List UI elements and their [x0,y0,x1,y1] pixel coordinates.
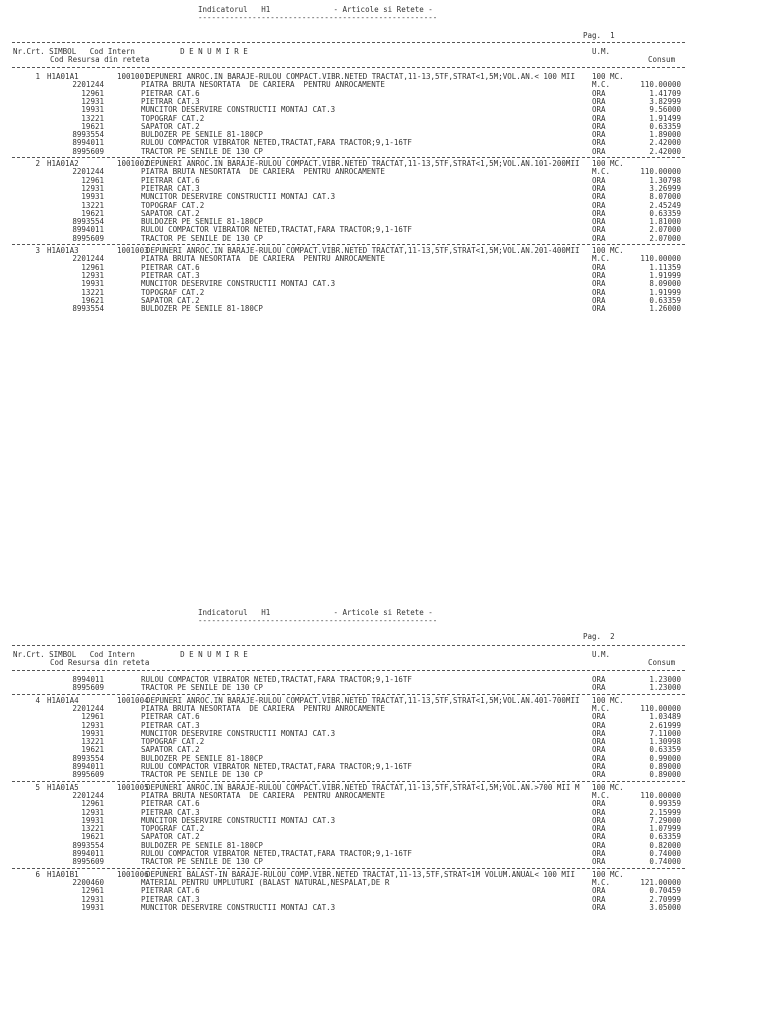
resource-unit: ORA [592,225,606,235]
resource-consumption: 2.45249 [649,200,681,210]
resource-consumption: 0.74000 [649,857,681,867]
resource-description: TRACTOR PE SENILE DE 130 CP [141,233,263,243]
resource-description: RULOU COMPACTOR VIBRATOR NETED,TRACTAT,FARA TRACTOR;9,1-16TF [141,762,412,771]
resource-consumption: 1.91999 [649,270,681,280]
page-number: Pag. 1 [583,31,615,40]
resource-consumption: 0.63359 [649,832,681,842]
resource-unit: M.C. [592,703,611,713]
resource-consumption: 121.00000 [640,877,681,887]
article-code: 1001004 [117,695,149,705]
resource-consumption: 0.63359 [649,295,681,305]
resource-unit: ORA [592,270,606,280]
resource-code: 8995609 [72,233,104,243]
resource-consumption: 1.03489 [649,712,681,722]
resource-description: RULOU COMPACTOR VIBRATOR NETED,TRACTAT,FARA TRACTOR;9,1-16TF [141,225,412,235]
resource-consumption: 3.05000 [649,902,681,912]
article-number: 4 [35,695,40,705]
resource-code: 12961 [81,262,104,272]
resource-code: 19931 [81,902,104,912]
resource-unit: ORA [592,88,606,98]
separator-line [12,868,685,869]
resource-code: 8995609 [72,146,104,156]
resource-consumption: 110.00000 [640,790,681,800]
column-header-um: U.M. [592,47,611,56]
resource-description: TRACTOR PE SENILE DE 130 CP [141,857,263,867]
resource-consumption: 2.15999 [649,807,681,817]
resource-consumption: 1.91499 [649,113,681,123]
resource-consumption: 2.07000 [649,233,681,243]
resource-code: 2201244 [72,167,104,177]
resource-unit: ORA [592,857,606,867]
resource-code: 8993554 [72,304,104,314]
resource-consumption: 2.07000 [649,225,681,235]
article-unit: 100 MC. [592,159,624,168]
resource-code: 19621 [81,745,104,755]
resource-code: 12961 [81,799,104,809]
article-code: 1001003 [117,246,149,255]
resource-consumption: 0.63359 [649,121,681,131]
resource-description: MUNCITOR DESERVIRE CONSTRUCTII MONTAJ CAT.3 [141,902,336,912]
resource-consumption: 2.42000 [649,138,681,148]
article-description: DEPUNERI ANROC.IN BARAJE-RULOU COMPACT.VIBR.NETED TRACTAT,11-13,5TF,STRAT<1,5M;VOL.AN.201-400MII [146,246,580,255]
resource-code: 13221 [81,113,104,123]
resource-code: 19621 [81,295,104,305]
resource-unit: ORA [592,824,606,834]
resource-code: 8995609 [72,683,104,693]
separator-line [12,67,685,68]
resource-code: 8994011 [72,138,104,148]
resource-description: RULOU COMPACTOR VIBRATOR NETED,TRACTAT,FARA TRACTOR;9,1-16TF [141,849,412,858]
resource-consumption: 8.09000 [649,279,681,289]
separator-line [12,244,685,245]
resource-unit: ORA [592,105,606,115]
article-number: 5 [35,782,40,792]
resource-description: TRACTOR PE SENILE DE 130 CP [141,770,263,780]
resource-description: MUNCITOR DESERVIRE CONSTRUCTII MONTAJ CAT.3 [141,279,336,289]
resource-consumption: 1.11359 [649,262,681,272]
resource-unit: ORA [592,192,606,202]
column-header-main: Nr.Crt. SIMBOL Cod Intern D E N U M I R E [13,650,248,659]
resource-description: PIATRA BRUTA NESORTATA DE CARIERA PENTRU ANROCAMENTE [141,790,385,800]
resource-description: PIETRAR CAT.3 [141,720,200,730]
resource-description: PIATRA BRUTA NESORTATA DE CARIERA PENTRU ANROCAMENTE [141,703,385,713]
column-header-consum: Consum [648,658,676,667]
resource-consumption: 1.07999 [649,824,681,834]
separator-line [12,42,685,43]
resource-consumption: 7.11000 [649,728,681,738]
resource-unit: M.C. [592,167,611,177]
resource-description: MUNCITOR DESERVIRE CONSTRUCTII MONTAJ CAT.3 [141,728,336,738]
resource-description: RULOU COMPACTOR VIBRATOR NETED,TRACTAT,FARA TRACTOR;9,1-16TF [141,675,412,684]
resource-description: PIATRA BRUTA NESORTATA DE CARIERA PENTRU ANROCAMENTE [141,254,385,264]
resource-description: RULOU COMPACTOR VIBRATOR NETED,TRACTAT,FARA TRACTOR;9,1-16TF [141,138,412,148]
resource-row [0,305,768,313]
article-symbol: H1A01A4 [47,695,79,705]
resource-consumption: 1.30998 [649,737,681,747]
article-description: DEPUNERI BALAST-IN BARAJE-RULOU COMP.VIBR.NETED TRACTAT,11-13,5TF,STRAT<1M VOLUM.ANUAL< 100 MII [146,869,575,879]
report-title: Indicatorul H1 - Articole si Retete - ----------------------------------------------------- [198,5,438,22]
resource-code: 2201244 [72,80,104,90]
separator-line [12,694,685,695]
resource-unit: ORA [592,840,606,850]
resource-code: 8995609 [72,770,104,780]
resource-unit: ORA [592,208,606,218]
resource-row [0,684,768,692]
resource-consumption: 2.42000 [649,146,681,156]
separator-line [12,670,685,671]
resource-description: BULDOZER PE SENILE 81-180CP [141,840,263,850]
resource-code: 13221 [81,737,104,747]
resource-unit: ORA [592,279,606,289]
resource-code: 2201244 [72,790,104,800]
resource-unit: ORA [592,737,606,747]
resource-unit: ORA [592,130,606,140]
resource-row [0,235,768,243]
resource-code: 8994011 [72,762,104,771]
article-unit: 100 MC. [592,72,624,81]
resource-code: 2200460 [72,877,104,887]
resource-code: 2201244 [72,254,104,264]
resource-consumption: 0.99000 [649,753,681,763]
resource-unit: M.C. [592,254,611,264]
resource-unit: ORA [592,745,606,755]
separator-line [12,157,685,158]
resource-description: TOPOGRAF CAT.2 [141,113,205,123]
resource-unit: ORA [592,175,606,185]
resource-description: MUNCITOR DESERVIRE CONSTRUCTII MONTAJ CAT.3 [141,192,336,202]
article-unit: 100 MC. [592,246,624,255]
article-symbol: H1A01A1 [47,72,79,81]
resource-description: MUNCITOR DESERVIRE CONSTRUCTII MONTAJ CAT.3 [141,105,336,115]
article-unit: 100 MC. [592,782,624,792]
resource-consumption: 1.89000 [649,130,681,140]
resource-description: SAPATOR CAT.2 [141,745,200,755]
resource-unit: ORA [592,138,606,148]
resource-row [0,858,768,866]
resource-unit: ORA [592,762,606,771]
resource-unit: ORA [592,287,606,297]
resource-consumption: 0.70459 [649,886,681,896]
column-header-cod-resursa: Cod Resursa din reteta [50,658,150,667]
article-symbol: H1A01A2 [47,159,79,168]
resource-consumption: 1.23000 [649,683,681,693]
resource-consumption: 0.82000 [649,840,681,850]
article-code: 1001001 [117,72,149,81]
resource-description: PIETRAR CAT.3 [141,183,200,193]
resource-code: 13221 [81,200,104,210]
resource-code: 12931 [81,270,104,280]
resource-code: 8993554 [72,753,104,763]
resource-unit: ORA [592,262,606,272]
resource-unit: ORA [592,728,606,738]
resource-unit: ORA [592,770,606,780]
resource-unit: ORA [592,902,606,912]
resource-code: 19621 [81,832,104,842]
resource-unit: ORA [592,113,606,123]
column-header-cod-resursa: Cod Resursa din reteta [50,55,150,64]
resource-consumption: 3.82999 [649,96,681,106]
resource-code: 13221 [81,824,104,834]
resource-consumption: 2.61999 [649,720,681,730]
resource-description: BULDOZER PE SENILE 81-180CP [141,753,263,763]
report-title: Indicatorul H1 - Articole si Retete - ----------------------------------------------------- [198,608,438,625]
resource-unit: ORA [592,720,606,730]
article-code: 1001005 [117,782,149,792]
resource-consumption: 110.00000 [640,167,681,177]
resource-code: 13221 [81,287,104,297]
resource-consumption: 1.30798 [649,175,681,185]
article-description: DEPUNERI ANROC.IN BARAJE-RULOU COMPACT.VIBR.NETED TRACTAT,11-13,5TF,STRAT<1,5M;VOL.AN.< 100 MII [146,72,575,81]
resource-description: MATERIAL PENTRU UMPLUTURI (BALAST NATURAL,NESPALAT,DE R [141,877,390,887]
resource-unit: ORA [592,217,606,227]
resource-code: 12961 [81,88,104,98]
resource-unit: ORA [592,849,606,858]
resource-code: 19931 [81,815,104,825]
resource-description: PIETRAR CAT.6 [141,88,200,98]
resource-code: 8994011 [72,849,104,858]
resource-description: PIETRAR CAT.3 [141,96,200,106]
resource-description: TRACTOR PE SENILE DE 130 CP [141,683,263,693]
resource-description: PIETRAR CAT.3 [141,894,200,904]
resource-unit: ORA [592,886,606,896]
resource-code: 8993554 [72,217,104,227]
resource-description: TRACTOR PE SENILE DE 130 CP [141,146,263,156]
article-symbol: H1A01B1 [47,869,79,879]
resource-code: 19931 [81,192,104,202]
resource-description: PIETRAR CAT.3 [141,807,200,817]
article-number: 6 [35,869,40,879]
resource-consumption: 1.91999 [649,287,681,297]
column-header-main: Nr.Crt. SIMBOL Cod Intern D E N U M I R E [13,47,248,56]
resource-unit: ORA [592,712,606,722]
resource-code: 8993554 [72,130,104,140]
resource-description: SAPATOR CAT.2 [141,208,200,218]
resource-consumption: 110.00000 [640,703,681,713]
resource-unit: ORA [592,183,606,193]
article-description: DEPUNERI ANROC.IN BARAJE-RULOU COMPACT.VIBR.NETED TRACTAT,11-13,5TF,STRAT<1,5M;VOL.AN.101-200MII [146,159,580,168]
resource-description: TOPOGRAF CAT.2 [141,287,205,297]
resource-unit: ORA [592,807,606,817]
resource-unit: ORA [592,121,606,131]
resource-code: 19931 [81,279,104,289]
resource-description: PIETRAR CAT.6 [141,712,200,722]
resource-code: 19931 [81,728,104,738]
resource-description: BULDOZER PE SENILE 81-180CP [141,130,263,140]
resource-description: PIETRAR CAT.3 [141,270,200,280]
resource-description: SAPATOR CAT.2 [141,121,200,131]
resource-consumption: 1.23000 [649,675,681,684]
resource-description: BULDOZER PE SENILE 81-180CP [141,304,263,314]
resource-consumption: 3.26999 [649,183,681,193]
resource-code: 8994011 [72,225,104,235]
resource-description: MUNCITOR DESERVIRE CONSTRUCTII MONTAJ CAT.3 [141,815,336,825]
article-number: 1 [35,72,40,81]
resource-code: 19931 [81,105,104,115]
resource-consumption: 0.74000 [649,849,681,858]
resource-description: TOPOGRAF CAT.2 [141,737,205,747]
resource-unit: ORA [592,894,606,904]
resource-code: 2201244 [72,703,104,713]
resource-description: SAPATOR CAT.2 [141,295,200,305]
resource-unit: ORA [592,753,606,763]
resource-code: 12961 [81,712,104,722]
resource-row [0,771,768,779]
page-number: Pag. 2 [583,632,615,641]
resource-code: 8995609 [72,857,104,867]
resource-code: 12931 [81,720,104,730]
article-unit: 100 MC. [592,695,624,705]
resource-description: TOPOGRAF CAT.2 [141,200,205,210]
resource-unit: ORA [592,304,606,314]
resource-description: PIETRAR CAT.6 [141,799,200,809]
resource-consumption: 0.89000 [649,762,681,771]
resource-consumption: 9.56000 [649,105,681,115]
resource-code: 12931 [81,894,104,904]
resource-row [0,904,768,912]
resource-unit: ORA [592,96,606,106]
resource-unit: ORA [592,295,606,305]
resource-consumption: 0.99359 [649,799,681,809]
resource-unit: ORA [592,200,606,210]
resource-consumption: 1.81000 [649,217,681,227]
resource-code: 12931 [81,183,104,193]
resource-code: 12931 [81,96,104,106]
resource-consumption: 1.26000 [649,304,681,314]
resource-unit: ORA [592,683,606,693]
column-header-um: U.M. [592,650,611,659]
separator-line [12,781,685,782]
resource-unit: M.C. [592,877,611,887]
resource-code: 19621 [81,208,104,218]
resource-unit: ORA [592,799,606,809]
article-symbol: H1A01A5 [47,782,79,792]
resource-code: 8994011 [72,675,104,684]
resource-unit: ORA [592,675,606,684]
resource-consumption: 2.70999 [649,894,681,904]
resource-consumption: 7.29000 [649,815,681,825]
resource-description: PIATRA BRUTA NESORTATA DE CARIERA PENTRU ANROCAMENTE [141,80,385,90]
resource-unit: ORA [592,832,606,842]
article-number: 3 [35,246,40,255]
resource-description: PIETRAR CAT.6 [141,262,200,272]
resource-description: BULDOZER PE SENILE 81-180CP [141,217,263,227]
column-header-consum: Consum [648,55,676,64]
resource-description: PIETRAR CAT.6 [141,175,200,185]
resource-unit: ORA [592,146,606,156]
resource-code: 12931 [81,807,104,817]
resource-unit: ORA [592,815,606,825]
resource-consumption: 0.63359 [649,745,681,755]
article-unit: 100 MC. [592,869,624,879]
separator-line [12,645,685,646]
resource-consumption: 110.00000 [640,80,681,90]
resource-unit: M.C. [592,80,611,90]
resource-code: 12961 [81,175,104,185]
resource-consumption: 0.63359 [649,208,681,218]
article-description: DEPUNERI ANROC.IN BARAJE-RULOU COMPACT.VIBR.NETED TRACTAT,11-13,5TF,STRAT<1,5M;VOL.AN.401-700MII [146,695,580,705]
resource-consumption: 1.41709 [649,88,681,98]
article-description: DEPUNERI ANROC.IN BARAJE-RULOU COMPACT.VIBR.NETED TRACTAT,11-13,5TF,STRAT<1,5M;VOL.AN.>700 MII M [146,782,580,792]
resource-code: 8993554 [72,840,104,850]
resource-consumption: 110.00000 [640,254,681,264]
resource-description: PIETRAR CAT.6 [141,886,200,896]
article-symbol: H1A01A3 [47,246,79,255]
resource-unit: ORA [592,233,606,243]
resource-code: 19621 [81,121,104,131]
article-code: 1001002 [117,159,149,168]
resource-consumption: 0.89000 [649,770,681,780]
article-code: 1001006 [117,869,149,879]
article-number: 2 [35,159,40,168]
resource-description: SAPATOR CAT.2 [141,832,200,842]
resource-description: TOPOGRAF CAT.2 [141,824,205,834]
resource-consumption: 8.07000 [649,192,681,202]
resource-code: 12961 [81,886,104,896]
resource-unit: M.C. [592,790,611,800]
resource-description: PIATRA BRUTA NESORTATA DE CARIERA PENTRU ANROCAMENTE [141,167,385,177]
resource-row [0,148,768,156]
